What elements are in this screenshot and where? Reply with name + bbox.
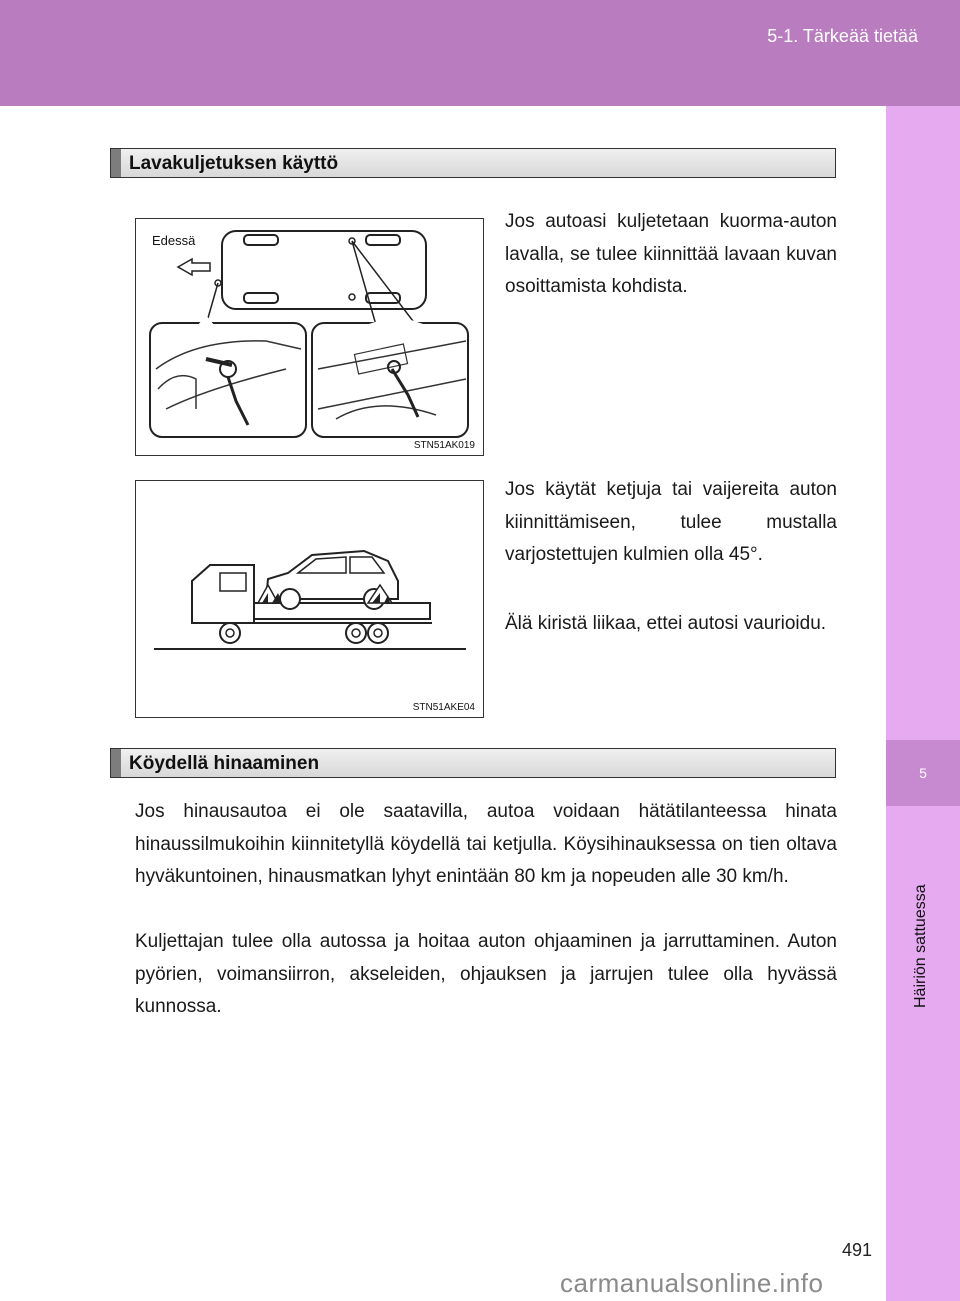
- chapter-title: Häiriön sattuessa: [912, 884, 929, 1008]
- front-label: Edessä: [152, 233, 196, 248]
- chapter-number-tab[interactable]: 5: [886, 740, 960, 806]
- tie-down-illustration: [136, 219, 483, 455]
- chapter-side-tab: [886, 106, 960, 1301]
- paragraph-chain-angle: Jos käytät ketjuja tai vaijereita auton kiinnittämiseen, tulee mustalla varjostettujen kulmien olla 45°.: [505, 479, 837, 565]
- section-heading-towing: [110, 748, 836, 778]
- figure-tie-down-points: [135, 218, 484, 456]
- header-band: [0, 0, 960, 106]
- truck-illustration: [136, 481, 483, 717]
- section-heading-transport: [110, 148, 836, 178]
- figure-code: STN51AKE04: [412, 702, 475, 713]
- chapter-title-tab: [886, 820, 960, 1010]
- paragraph-transport-intro: Jos autoasi kuljetetaan kuorma-auton lavalla, se tulee kiinnittää lavaan kuvan osoittamista kohdista.: [505, 211, 837, 297]
- paragraph-overtighten: Älä kiristä liikaa, ettei autosi vaurioidu.: [505, 613, 827, 634]
- section-heading-text: Lavakuljetuksen käyttö: [129, 153, 339, 174]
- figure-truck-angles: [135, 480, 484, 718]
- paragraph-driver-requirements: Kuljettajan tulee olla autossa ja hoitaa auton ohjaaminen ja jarruttaminen. Auton pyörien, voimansiirron, akseleiden, ohjauksen ja jarrujen tulee olla hyvässä kunnossa.: [135, 931, 837, 1017]
- watermark: carmanualsonline.info: [560, 1268, 824, 1298]
- page-number: 491: [842, 1240, 873, 1260]
- figure-code: STN51AK019: [413, 440, 475, 451]
- paragraph-rope-towing: Jos hinausautoa ei ole saatavilla, autoa voidaan hätätilanteessa hinata hinaussilmukoihin kiinnitetyllä köydellä tai ketjulla. Köysihinauksessa on tien oltava hyväkuntoinen, hinausmatkan lyhyt enintään 80 km ja nopeuden alle 30 km/h.: [135, 801, 837, 887]
- section-label: 5-1. Tärkeää tietää: [767, 26, 918, 46]
- section-heading-text: Köydellä hinaaminen: [129, 753, 320, 774]
